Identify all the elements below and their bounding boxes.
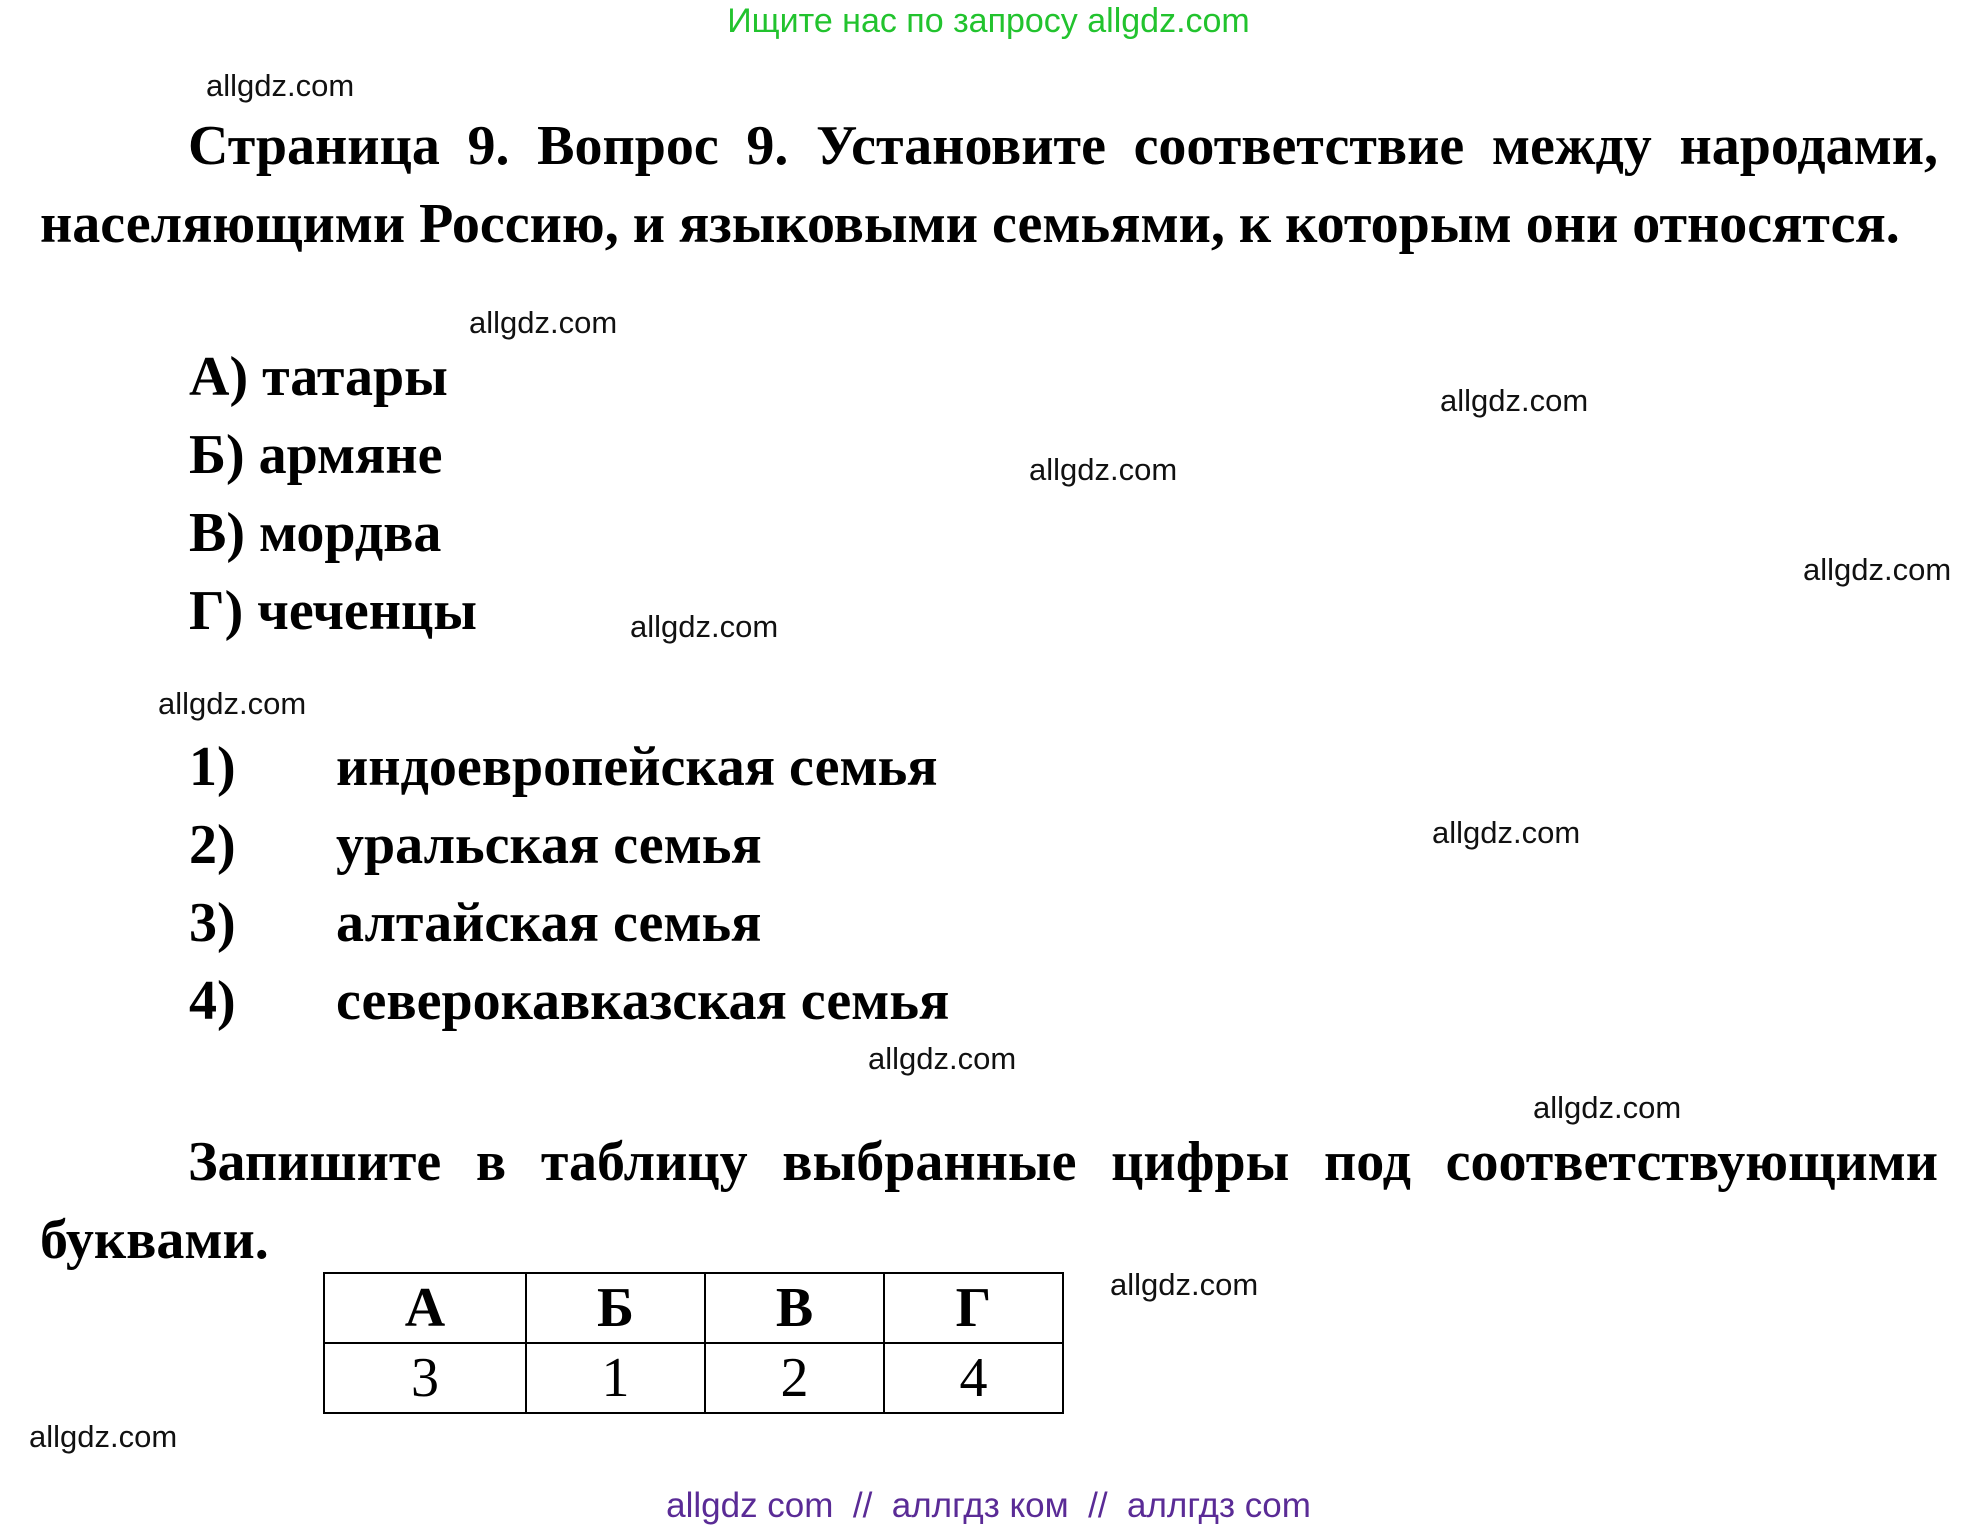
table-cell: 2: [705, 1343, 884, 1413]
family-item: [189, 732, 938, 802]
table-cell: 3: [324, 1343, 526, 1413]
table-cell: 4: [884, 1343, 1063, 1413]
family-item: [189, 888, 761, 958]
family-number: 1): [189, 736, 236, 798]
family-label: индоевропейская семья: [336, 736, 938, 798]
footer-text: allgdz com // аллгдз ком // аллгдз com: [666, 1486, 1311, 1525]
table-header-row: [324, 1273, 1063, 1343]
watermark: allgdz.com: [1432, 815, 1581, 850]
family-number: 3): [189, 892, 236, 954]
watermark: allgdz.com: [158, 686, 307, 721]
option-people-a: А) татары: [189, 346, 448, 408]
family-label: уральская семья: [336, 814, 762, 876]
table-header-cell: В: [705, 1273, 884, 1343]
table-header-cell: А: [324, 1273, 526, 1343]
family-label: алтайская семья: [336, 892, 762, 954]
table-header-cell: Б: [526, 1273, 705, 1343]
family-item: [189, 966, 949, 1036]
family-item: [189, 810, 762, 880]
family-number: 2): [189, 814, 236, 876]
watermark: allgdz.com: [1110, 1267, 1259, 1302]
watermark: allgdz.com: [29, 1419, 178, 1454]
watermark: allgdz.com: [1440, 383, 1589, 418]
watermark: allgdz.com: [1803, 552, 1952, 587]
instruction-text: Запишите в таблицу выбранные цифры под соответствующими буквами.: [40, 1131, 1938, 1271]
table-row: [324, 1343, 1063, 1413]
watermark: allgdz.com: [630, 609, 779, 644]
option-people-b: Б) армяне: [189, 424, 443, 486]
watermark: allgdz.com: [469, 305, 618, 340]
watermark: allgdz.com: [206, 68, 355, 103]
answer-table: [323, 1272, 1064, 1414]
watermark: allgdz.com: [868, 1041, 1017, 1076]
family-number: 4): [189, 970, 236, 1032]
family-label: северокавказская семья: [336, 970, 950, 1032]
table-cell: 1: [526, 1343, 705, 1413]
question-text: Страница 9. Вопрос 9. Установите соответствие между народами, населяющими Россию, и языковыми семьями, к которым они относятся.: [40, 115, 1938, 255]
watermark: allgdz.com: [1533, 1090, 1682, 1125]
watermark: allgdz.com: [1029, 452, 1178, 487]
top-banner: Ищите нас по запросу allgdz.com: [727, 2, 1250, 40]
table-header-cell: Г: [884, 1273, 1063, 1343]
option-people-g: Г) чеченцы: [189, 580, 478, 642]
option-people-v: В) мордва: [189, 502, 442, 564]
